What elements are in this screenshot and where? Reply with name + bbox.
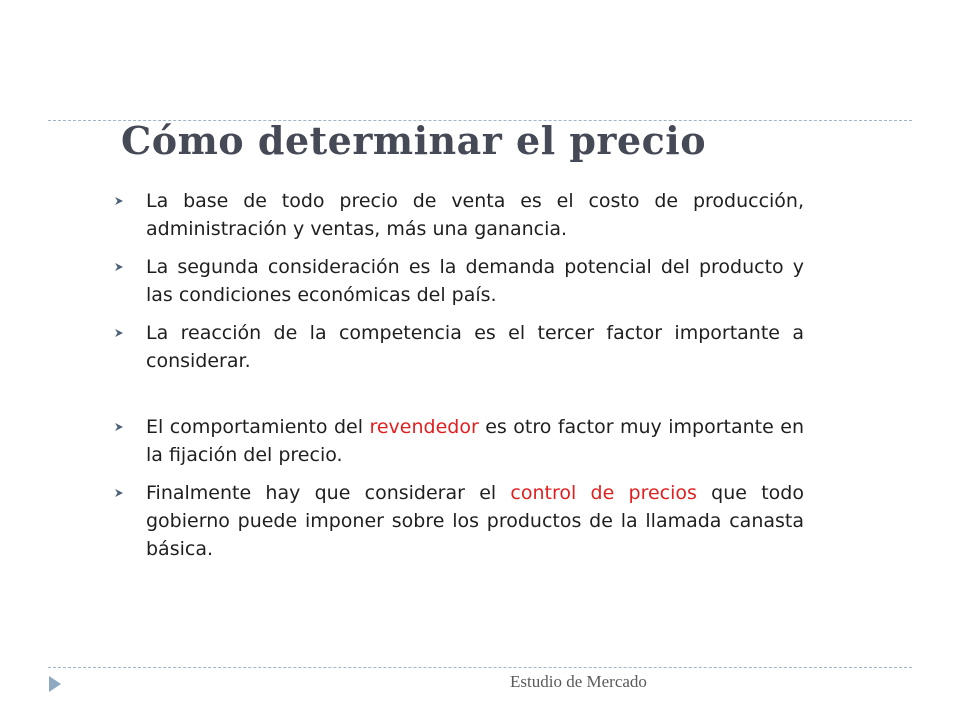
bullet-text: La segunda consideración es la demanda potencial del producto y las condiciones económicas del país.: [146, 256, 804, 306]
bullet-arrow-icon: [114, 262, 124, 272]
slide-title: Cómo determinar el precio: [121, 118, 707, 163]
footer-triangle-icon: [48, 675, 62, 693]
bullet-item: [114, 253, 804, 309]
highlight-term: control de precios: [510, 482, 697, 504]
bullet-item: [114, 319, 804, 375]
bullet-item: [114, 187, 804, 243]
bullet-item: [114, 479, 804, 563]
bottom-divider: [48, 667, 912, 668]
bullet-arrow-icon: [114, 328, 124, 338]
bullet-list: [114, 187, 804, 573]
highlight-term: revendedor: [369, 416, 479, 438]
bullet-text-pre: Finalmente hay que considerar el: [146, 482, 511, 504]
bullet-item: [114, 413, 804, 469]
footer-label: Estudio de Mercado: [510, 672, 647, 691]
bullet-text-post: que todo gobierno puede imponer sobre los productos de la llamada canasta básica.: [146, 482, 804, 560]
bullet-arrow-icon: [114, 488, 124, 498]
bullet-text: La reacción de la competencia es el tercer factor importante a considerar.: [146, 322, 804, 372]
bullet-arrow-icon: [114, 422, 124, 432]
bullet-text-post: es otro factor muy importante en la fijación del precio.: [146, 416, 804, 466]
bullet-text: La base de todo precio de venta es el costo de producción, administración y ventas, más una ganancia.: [146, 190, 804, 240]
bullet-text-pre: El comportamiento del: [146, 416, 370, 438]
bullet-arrow-icon: [114, 196, 124, 206]
